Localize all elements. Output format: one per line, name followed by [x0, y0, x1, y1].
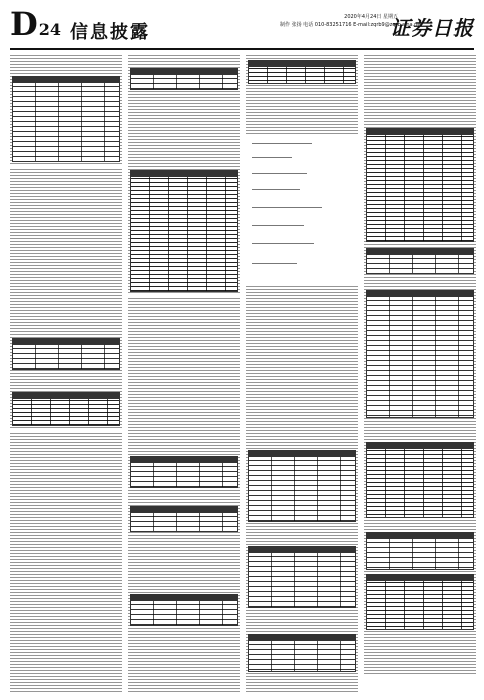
formula — [252, 222, 352, 230]
data-table — [248, 546, 356, 608]
formula — [252, 240, 352, 248]
section-title: 信息披露 — [70, 22, 150, 43]
issue-date: 2020年4月24日 星期五 — [344, 14, 398, 20]
masthead — [10, 5, 476, 48]
formula — [252, 154, 352, 162]
article-column-3 — [246, 54, 358, 692]
formula — [252, 204, 352, 212]
data-table — [366, 532, 474, 570]
data-table — [366, 248, 474, 274]
editor-contact: 制作 张扬 电话 010-83251716 E-mail:zqrb9@zqrb.sina.net — [280, 22, 423, 28]
page-number — [10, 5, 62, 43]
data-table — [130, 68, 238, 90]
article-column-2 — [128, 54, 240, 692]
data-table — [12, 338, 120, 370]
header-meta — [280, 13, 423, 29]
data-table — [248, 60, 356, 84]
data-table — [130, 456, 238, 488]
data-table — [366, 574, 474, 630]
data-table — [366, 442, 474, 518]
data-table — [366, 128, 474, 242]
data-table — [12, 76, 120, 162]
data-table — [130, 594, 238, 626]
formula — [252, 186, 352, 194]
data-table — [366, 290, 474, 418]
article-column-4 — [364, 54, 476, 692]
data-table — [248, 450, 356, 522]
formula — [252, 170, 352, 178]
page-number-digits: 24 — [38, 20, 62, 39]
masthead-rule — [10, 48, 474, 50]
data-table — [130, 506, 238, 532]
data-table — [12, 392, 120, 426]
data-table — [248, 634, 356, 672]
data-table — [130, 170, 238, 292]
brand-logo: 证券日报 — [390, 16, 474, 40]
page-letter: D — [10, 5, 38, 43]
formula — [252, 140, 352, 148]
article-column-1 — [10, 54, 122, 692]
formula — [252, 260, 352, 268]
